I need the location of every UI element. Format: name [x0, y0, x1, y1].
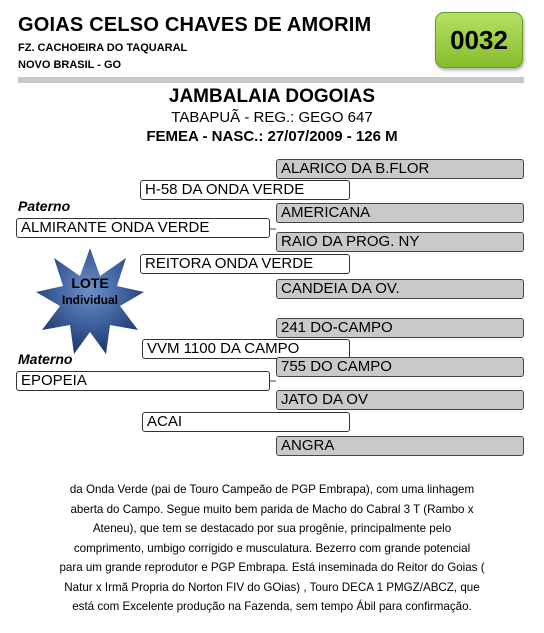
pedigree-dd-dam: ANGRA [276, 436, 524, 456]
pedigree-sd-sire: RAIO DA PROG. NY [276, 232, 524, 252]
description-line: aberta do Campo. Segue muito bem parida de Macho do Cabral 3 T (Rambo x [70, 502, 474, 516]
pedigree-ss-sire: ALARICO DA B.FLOR [276, 159, 524, 179]
animal-birth: FEMEA - NASC.: 27/07/2009 - 126 M [146, 128, 398, 145]
pedigree-sd-dam: CANDEIA DA OV. [276, 279, 524, 299]
animal-description [20, 480, 524, 617]
pedigree-ss-dam: AMERICANA [276, 203, 524, 223]
pedigree-sire-dam: REITORA ONDA VERDE [140, 254, 350, 274]
pedigree-dd-sire: JATO DA OV [276, 390, 524, 410]
description-line: da Onda Verde (pai de Touro Campeão de PGP Embrapa), com uma linhagem [69, 483, 475, 496]
pedigree-ds-sire: 241 DO-CAMPO [276, 318, 524, 338]
city-name: NOVO BRASIL - GO [18, 59, 122, 71]
animal-name: JAMBALAIA DOGOIAS [168, 86, 376, 107]
description-line: está com Excelente produção na Fazenda, sem tempo Ábil para confirmação. [72, 600, 472, 613]
lot-number: 0032 [450, 24, 508, 55]
description-line: Ateneu), que tem se destacado por sua progênie, principalmente pelo [92, 522, 452, 535]
badge-line2: Individual [61, 293, 118, 307]
pedigree-dam-sire: VVM 1100 DA CAMPO [142, 339, 350, 359]
pedigree-sire: ALMIRANTE ONDA VERDE [16, 218, 270, 238]
owner-name: GOIAS CELSO CHAVES DE AMORIM [18, 14, 372, 36]
description-line: Natur x Irmã Propria do Norton FIV do GOias) , Touro DECA 1 PMGZ/ABCZ, que [64, 580, 480, 594]
animal-registry: TABAPUÃ - REG.: GEGO 647 [171, 109, 373, 126]
pedigree-dam: EPOPEIA [16, 371, 270, 391]
badge-line1: LOTE [71, 275, 109, 291]
pedigree-ds-dam: 755 DO CAMPO [276, 357, 524, 377]
farm-name: FZ. CACHOEIRA DO TAQUARAL [18, 42, 188, 54]
description-line: para um grande reprodutor e PGP Embrapa. Está inseminada do Reitor do Goias ( [59, 561, 485, 574]
pedigree-sire-sire: H-58 DA ONDA VERDE [140, 180, 350, 200]
paterno-label: Paterno [18, 198, 71, 214]
pedigree-dam-dam: ACAI [142, 412, 350, 432]
description-line: comprimento, umbigo corrigido e musculatura. Bezerro com grande potencial [73, 541, 471, 555]
materno-label: Materno [18, 351, 73, 367]
